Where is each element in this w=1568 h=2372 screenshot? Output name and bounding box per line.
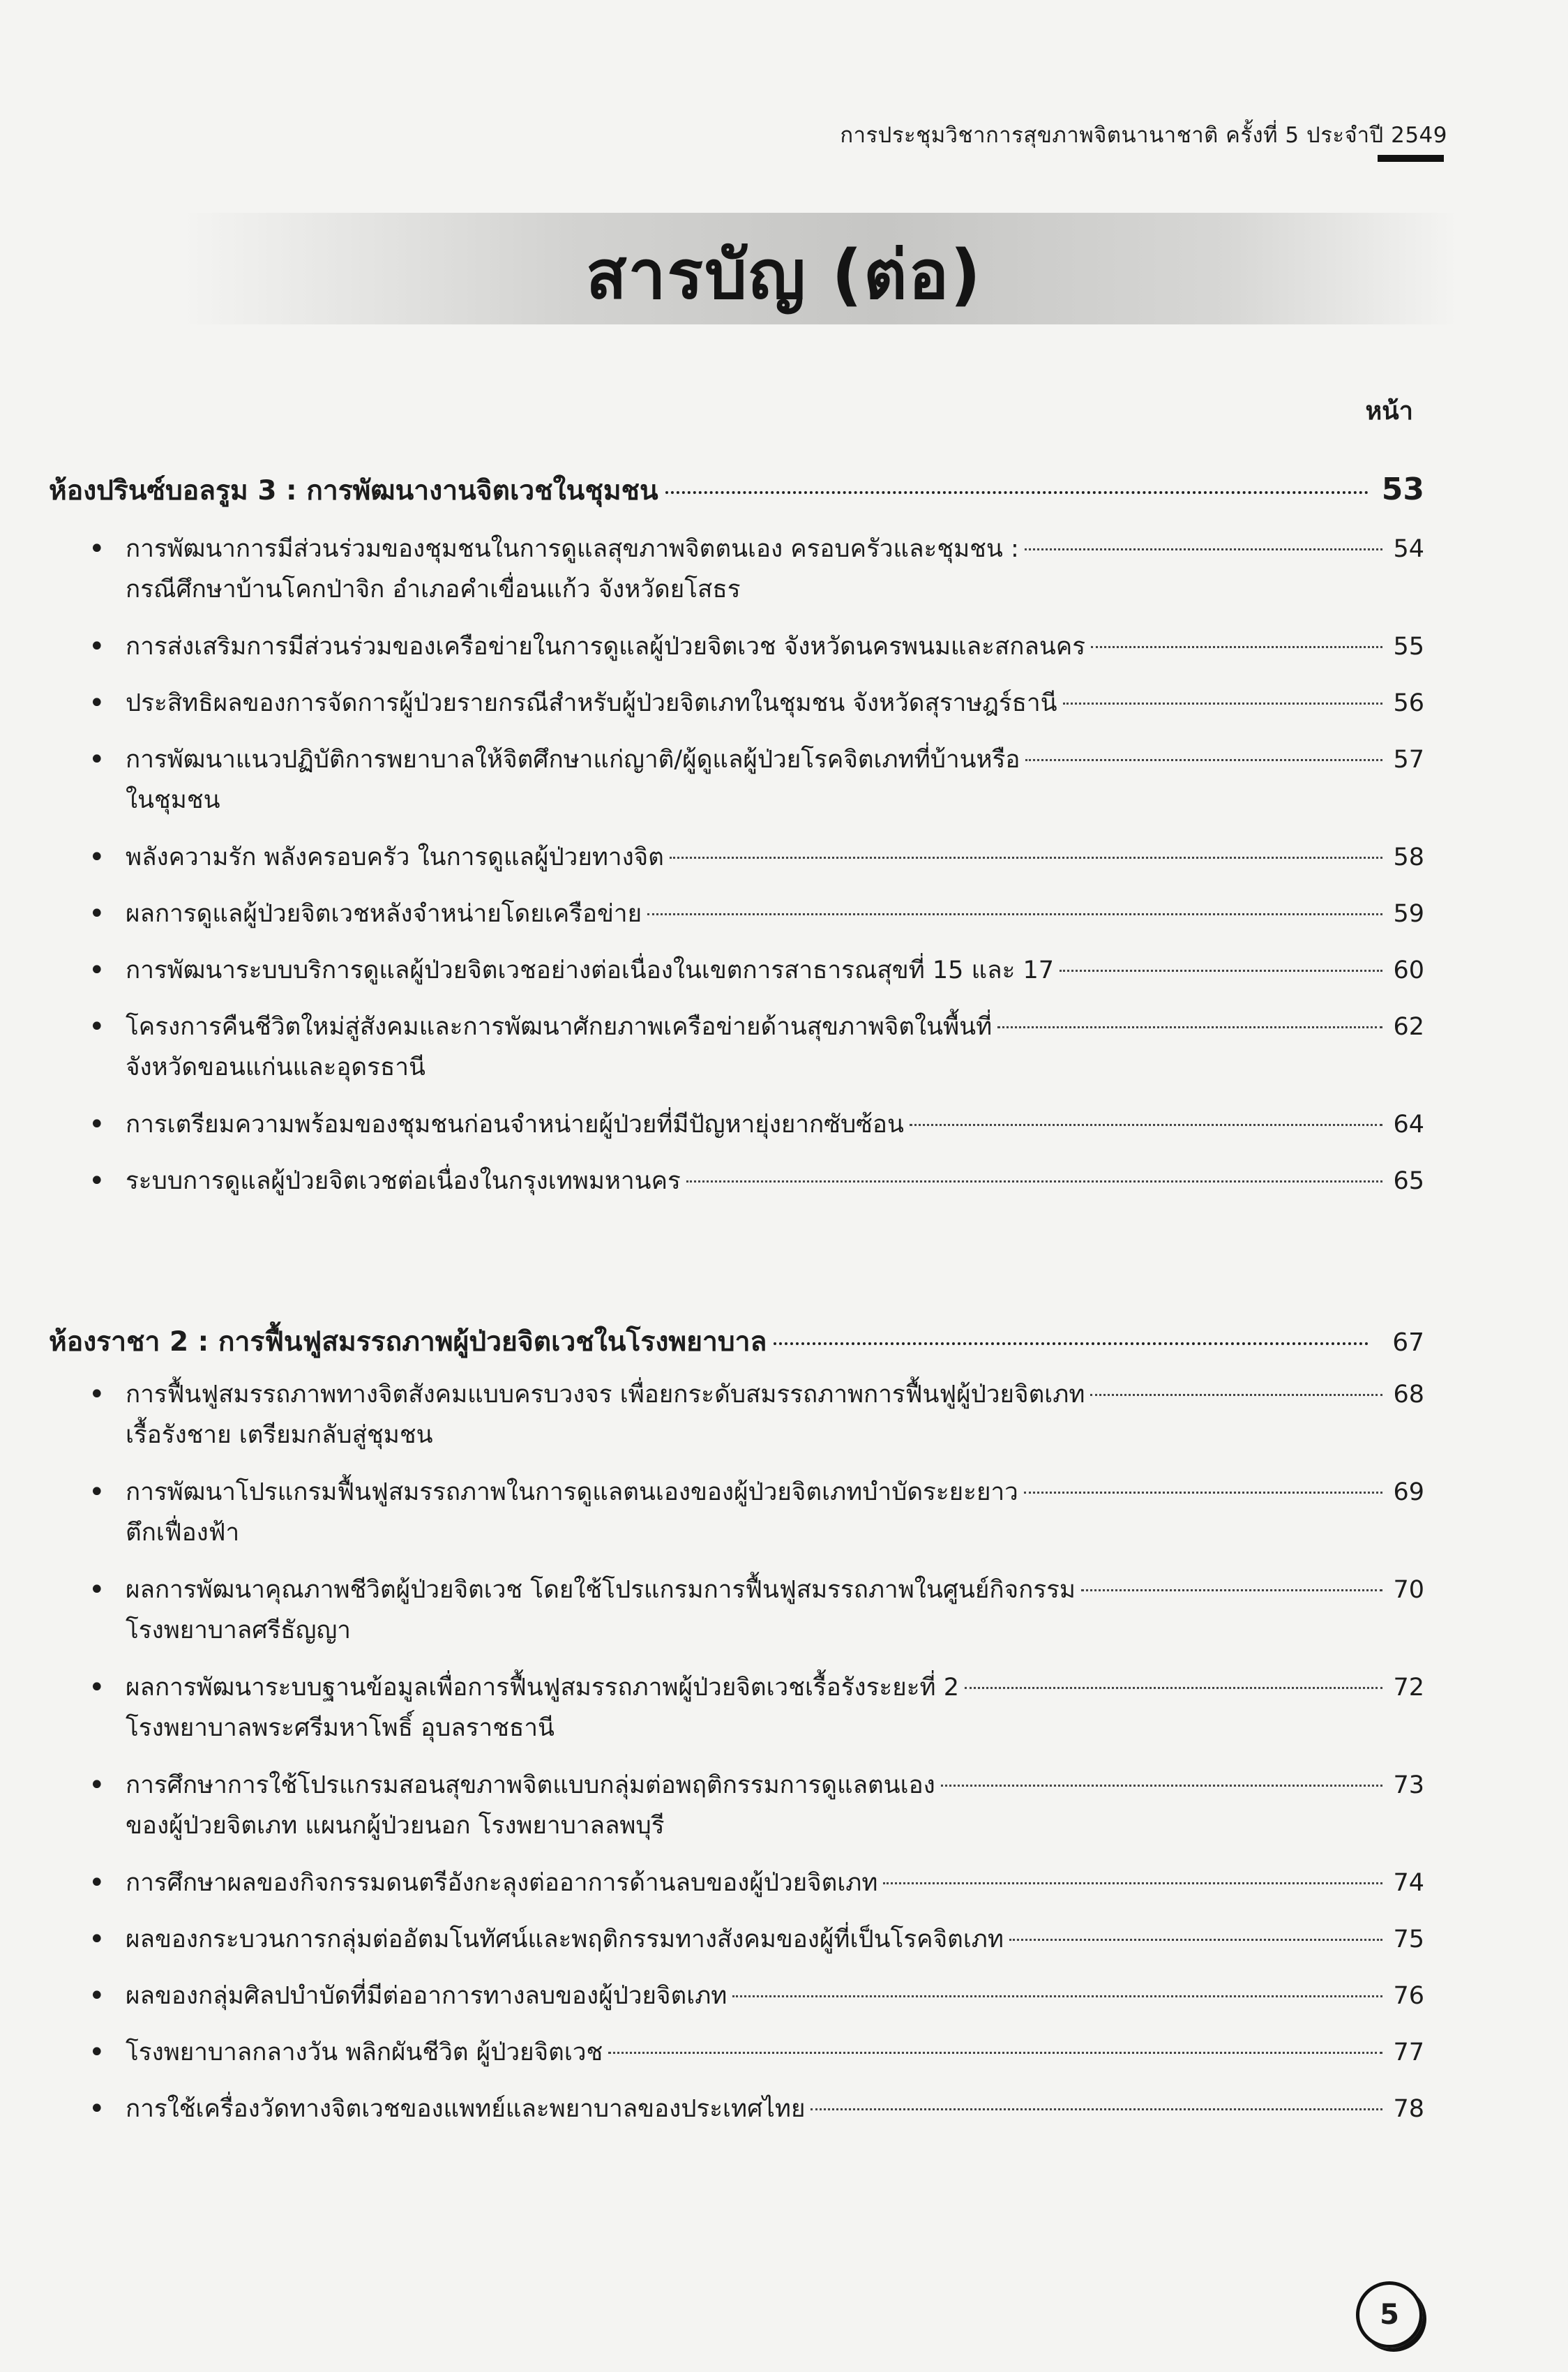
dot-leader [1025, 759, 1382, 761]
toc-entry [89, 894, 1424, 934]
bullet-icon: • [89, 687, 105, 719]
entry-line [126, 1570, 1424, 1610]
entry-line [126, 1007, 1424, 1047]
section-title-text: ห้องปรินซ์บอลรูม 3 : การพัฒนางานจิตเวชในชุมชน [49, 475, 658, 506]
page-number: 5 [1356, 2281, 1423, 2348]
entry-line [126, 740, 1424, 780]
entry-line [126, 1161, 1424, 1201]
entry-line [126, 529, 1424, 569]
bullet-icon: • [89, 954, 105, 986]
entry-line [126, 950, 1424, 991]
entry-continuation: เรื้อรังชาย เตรียมกลับสู่ชุมชน [126, 1421, 433, 1449]
entry-line [126, 683, 1424, 723]
entry-page: 76 [1393, 1982, 1424, 2010]
dot-leader [647, 913, 1382, 915]
entry-continuation: โรงพยาบาลศรีธัญญา [126, 1616, 351, 1644]
entry-page: 68 [1393, 1381, 1424, 1409]
entry-title: ระบบการดูแลผู้ป่วยจิตเวชต่อเนื่องในกรุงเทพมหานคร [126, 1167, 681, 1195]
bullet-icon: • [89, 1769, 105, 1801]
entry-title: ผลการพัฒนาคุณภาพชีวิตผู้ป่วยจิตเวช โดยใช้โปรแกรมการฟื้นฟูสมรรถภาพในศูนย์กิจกรรม [126, 1576, 1076, 1604]
entry-title: ผลการดูแลผู้ป่วยจิตเวชหลังจำหน่ายโดยเครือข่าย [126, 900, 642, 928]
entry-line [126, 1374, 1424, 1415]
dot-leader [941, 1785, 1382, 1787]
toc-entry [89, 2089, 1424, 2129]
toc-entry [89, 1161, 1424, 1201]
entry-title: การเตรียมความพร้อมของชุมชนก่อนจำหน่ายผู้ป่วยที่มีปัญหายุ่งยากซับซ้อน [126, 1111, 904, 1139]
entry-line [126, 626, 1424, 667]
entry-title: การพัฒนาระบบบริการดูแลผู้ป่วยจิตเวชอย่างต่อเนื่องในเขตการสาธารณสุขที่ 15 และ 17 [126, 956, 1055, 984]
dot-leader [1063, 703, 1382, 705]
entry-line [126, 1976, 1424, 2016]
dot-leader [1060, 970, 1382, 972]
entry-line [126, 1104, 1424, 1145]
toc-entry [89, 529, 1424, 610]
entry-page: 72 [1393, 1674, 1424, 1702]
toc-entry [89, 1863, 1424, 1903]
entry-list [89, 1374, 1424, 2145]
bullet-icon: • [89, 1574, 105, 1606]
entry-page: 77 [1393, 2039, 1424, 2066]
conference-header: การประชุมวิชาการสุขภาพจิตนานาชาติ ครั้งที่ 5 ประจำปี 2549 [840, 123, 1447, 148]
toc-entry [89, 626, 1424, 667]
dot-leader [1009, 1939, 1382, 1941]
entry-line [126, 1667, 1424, 1708]
toc-entry [89, 2032, 1424, 2073]
entry-title: พลังความรัก พลังครอบครัว ในการดูแลผู้ป่วยทางจิต [126, 843, 664, 871]
entry-line [126, 2032, 1424, 2073]
bullet-icon: • [89, 2093, 105, 2125]
dot-leader [1025, 548, 1382, 550]
section-page: 53 [1381, 472, 1424, 507]
dot-leader [670, 857, 1382, 859]
entry-title: ประสิทธิผลของการจัดการผู้ป่วยรายกรณีสำหรับผู้ป่วยจิตเภทในชุมชน จังหวัดสุราษฎร์ธานี [126, 689, 1057, 717]
entry-line [126, 837, 1424, 878]
bullet-icon: • [89, 1109, 105, 1141]
entry-page: 73 [1393, 1771, 1424, 1799]
entry-title: การศึกษาผลของกิจกรรมดนตรีอังกะลุงต่ออาการด้านลบของผู้ป่วยจิตเภท [126, 1869, 878, 1897]
page-title: สารบัญ (ต่อ) [586, 236, 982, 314]
entry-continuation: จังหวัดขอนแก่นและอุดรธานี [126, 1053, 425, 1081]
entry-page: 74 [1393, 1869, 1424, 1897]
bullet-icon: • [89, 1672, 105, 1704]
dot-leader [997, 1026, 1382, 1028]
entry-title: การศึกษาการใช้โปรแกรมสอนสุขภาพจิตแบบกลุ่มต่อพฤติกรรมการดูแลตนเอง [126, 1771, 935, 1799]
entry-line [126, 1765, 1424, 1806]
bullet-icon: • [89, 1379, 105, 1411]
entry-page: 57 [1393, 746, 1424, 774]
entry-line [126, 894, 1424, 934]
toc-entry [89, 1765, 1424, 1846]
bullet-icon: • [89, 1980, 105, 2012]
toc-entry [89, 1374, 1424, 1455]
entry-line [126, 1472, 1424, 1512]
entry-page: 54 [1393, 535, 1424, 563]
dot-leader [774, 1342, 1369, 1345]
dot-leader [1091, 646, 1382, 648]
section-page: 67 [1392, 1328, 1424, 1357]
entry-title: ผลการพัฒนาระบบฐานข้อมูลเพื่อการฟื้นฟูสมรรถภาพผู้ป่วยจิตเวชเรื้อรังระยะที่ 2 [126, 1674, 959, 1702]
entry-page: 55 [1393, 633, 1424, 661]
bullet-icon: • [89, 898, 105, 930]
entry-title: การฟื้นฟูสมรรถภาพทางจิตสังคมแบบครบวงจร เพื่อยกระดับสมรรถภาพการฟื้นฟูผู้ป่วยจิตเภท [126, 1381, 1085, 1409]
dot-leader [732, 1995, 1382, 1997]
dot-leader [1081, 1589, 1382, 1591]
section-title-text: ห้องราชา 2 : การฟื้นฟูสมรรถภาพผู้ป่วยจิตเวชในโรงพยาบาล [49, 1326, 767, 1358]
dot-leader [665, 491, 1369, 494]
entry-page: 60 [1393, 956, 1424, 984]
dot-leader [608, 2052, 1382, 2054]
toc-entry [89, 740, 1424, 820]
bullet-icon: • [89, 1011, 105, 1043]
entry-title: การพัฒนาโปรแกรมฟื้นฟูสมรรถภาพในการดูแลตนเองของผู้ป่วยจิตเภทบำบัดระยะยาว [126, 1478, 1018, 1506]
entry-title: การใช้เครื่องวัดทางจิตเวชของแพทย์และพยาบาลของประเทศไทย [126, 2095, 806, 2123]
entry-continuation: ของผู้ป่วยจิตเภท แผนกผู้ป่วยนอก โรงพยาบาลลพบุรี [126, 1812, 665, 1840]
dot-leader [686, 1180, 1382, 1183]
entry-page: 58 [1393, 843, 1424, 871]
entry-title: การพัฒนาการมีส่วนร่วมของชุมชนในการดูแลสุขภาพจิตตนเอง ครอบครัวและชุมชน : [126, 535, 1019, 563]
toc-entry [89, 1919, 1424, 1960]
bullet-icon: • [89, 1867, 105, 1899]
dot-leader [1024, 1492, 1382, 1494]
entry-continuation: ในชุมชน [126, 786, 220, 814]
toc-entry [89, 1976, 1424, 2016]
bullet-icon: • [89, 631, 105, 663]
entry-list [89, 529, 1424, 1217]
entry-page: 65 [1393, 1167, 1424, 1195]
toc-entry [89, 683, 1424, 723]
entry-page: 78 [1393, 2095, 1424, 2123]
bullet-icon: • [89, 744, 105, 776]
toc-entry [89, 1472, 1424, 1553]
dot-leader [910, 1124, 1382, 1126]
entry-title: การส่งเสริมการมีส่วนร่วมของเครือข่ายในการดูแลผู้ป่วยจิตเวช จังหวัดนครพนมและสกลนคร [126, 633, 1086, 661]
dot-leader [883, 1882, 1382, 1884]
entry-page: 56 [1393, 689, 1424, 717]
entry-line [126, 2089, 1424, 2129]
entry-page: 75 [1393, 1926, 1424, 1953]
bullet-icon: • [89, 2036, 105, 2069]
entry-page: 69 [1393, 1478, 1424, 1506]
entry-title: ผลของกลุ่มศิลปบำบัดที่มีต่ออาการทางลบของผู้ป่วยจิตเภท [126, 1982, 728, 2010]
entry-page: 64 [1393, 1111, 1424, 1139]
bullet-icon: • [89, 841, 105, 873]
entry-line [126, 1919, 1424, 1960]
entry-page: 70 [1393, 1576, 1424, 1604]
entry-title: โครงการคืนชีวิตใหม่สู่สังคมและการพัฒนาศักยภาพเครือข่ายด้านสุขภาพจิตในพื้นที่ [126, 1013, 993, 1041]
header-rule [1378, 155, 1444, 162]
bullet-icon: • [89, 1165, 105, 1197]
toc-entry [89, 950, 1424, 991]
dot-leader [965, 1687, 1382, 1689]
toc-entry [89, 1104, 1424, 1145]
bullet-icon: • [89, 533, 105, 565]
entry-page: 62 [1393, 1013, 1424, 1041]
dot-leader [1090, 1394, 1382, 1396]
section-title [49, 1320, 1424, 1363]
toc-entry [89, 1570, 1424, 1651]
entry-title: การพัฒนาแนวปฏิบัติการพยาบาลให้จิตศึกษาแก่ญาติ/ผู้ดูแลผู้ป่วยโรคจิตเภทที่บ้านหรือ [126, 746, 1020, 774]
toc-entry [89, 1667, 1424, 1748]
toc-entry [89, 837, 1424, 878]
bullet-icon: • [89, 1923, 105, 1956]
entry-continuation: ตึกเฟื่องฟ้า [126, 1519, 240, 1547]
section-title [49, 469, 1424, 512]
toc-entry [89, 1007, 1424, 1088]
entry-title: ผลของกระบวนการกลุ่มต่ออัตมโนทัศน์และพฤติกรรมทางสังคมของผู้ที่เป็นโรคจิตเภท [126, 1926, 1004, 1953]
dot-leader [811, 2108, 1382, 2110]
bullet-icon: • [89, 1476, 105, 1508]
entry-continuation: กรณีศึกษาบ้านโคกป่าจิก อำเภอคำเขื่อนแก้ว จังหวัดยโสธร [126, 576, 741, 603]
entry-line [126, 1863, 1424, 1903]
page-column-label: หน้า [1365, 397, 1413, 426]
entry-continuation: โรงพยาบาลพระศรีมหาโพธิ์ อุบลราชธานี [126, 1714, 555, 1742]
entry-page: 59 [1393, 900, 1424, 928]
entry-title: โรงพยาบาลกลางวัน พลิกผันชีวิต ผู้ป่วยจิตเวช [126, 2039, 603, 2066]
